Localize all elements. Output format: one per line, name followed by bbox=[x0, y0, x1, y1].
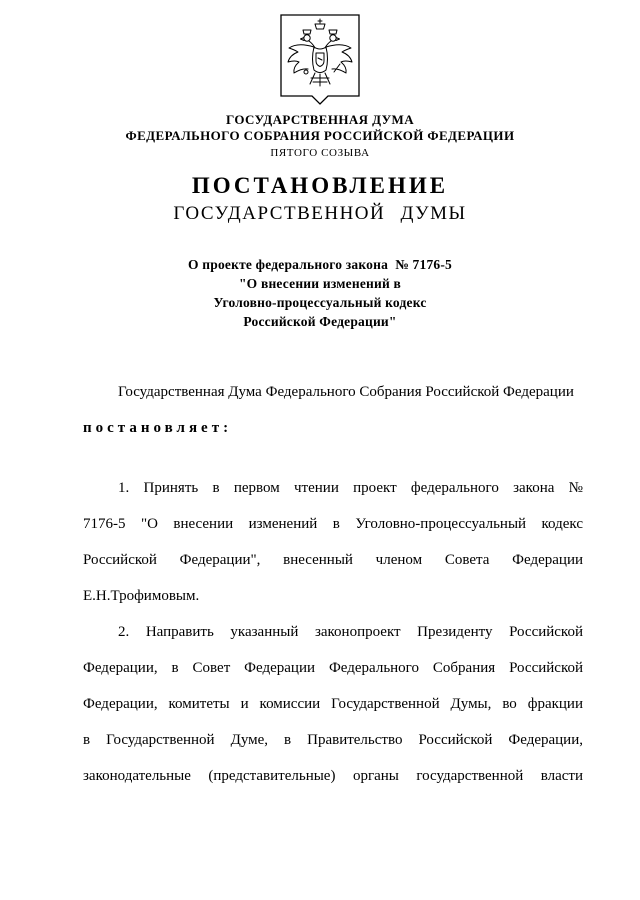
subject-line-1: О проекте федерального закона № 7176-5 bbox=[188, 257, 452, 272]
org-convocation-line: ПЯТОГО СОЗЫВА bbox=[270, 147, 370, 159]
document-type-title: ПОСТАНОВЛЕНИЕ bbox=[191, 173, 449, 198]
body-paragraph-2: 2. Направить указанный законопроект Президенту Российской Федерации, в Совет Федерации Федерального Собрания Российской Федерации, комитеты и комиссии Государственной Думы, во фракции в Государственной Думе, в Правительство Российской Федерации, законодательные (представительные) органы государственной власти bbox=[83, 624, 583, 784]
body-paragraph-1: 1. Принять в первом чтении проект федерального закона № 7176-5 "О внесении изменений в Уголовно-процессуальный кодекс Российской Федерации", внесенный членом Совета Федерации Е.Н.Трофимовым. bbox=[83, 480, 583, 604]
org-name-line2: ФЕДЕРАЛЬНОГО СОБРАНИЯ РОССИЙСКОЙ ФЕДЕРАЦИИ bbox=[125, 128, 515, 143]
russia-coat-of-arms-icon bbox=[280, 14, 360, 106]
document-heading bbox=[0, 112, 640, 226]
resolution-subject bbox=[0, 255, 640, 331]
subject-line-4: Российской Федерации" bbox=[243, 314, 397, 329]
document-type-subtitle: ГОСУДАРСТВЕННОЙ ДУМЫ bbox=[173, 203, 467, 224]
body-intro: Государственная Дума Федерального Собрания Российской Федерации bbox=[118, 384, 574, 400]
emblem-plaque bbox=[280, 14, 360, 106]
subject-line-2: "О внесении изменений в bbox=[238, 276, 402, 291]
resolves-clause: постановляет: bbox=[83, 420, 233, 436]
org-name-line1: ГОСУДАРСТВЕННАЯ ДУМА bbox=[225, 112, 415, 127]
resolution-body bbox=[83, 374, 583, 794]
subject-line-3: Уголовно-процессуальный кодекс bbox=[213, 295, 427, 310]
